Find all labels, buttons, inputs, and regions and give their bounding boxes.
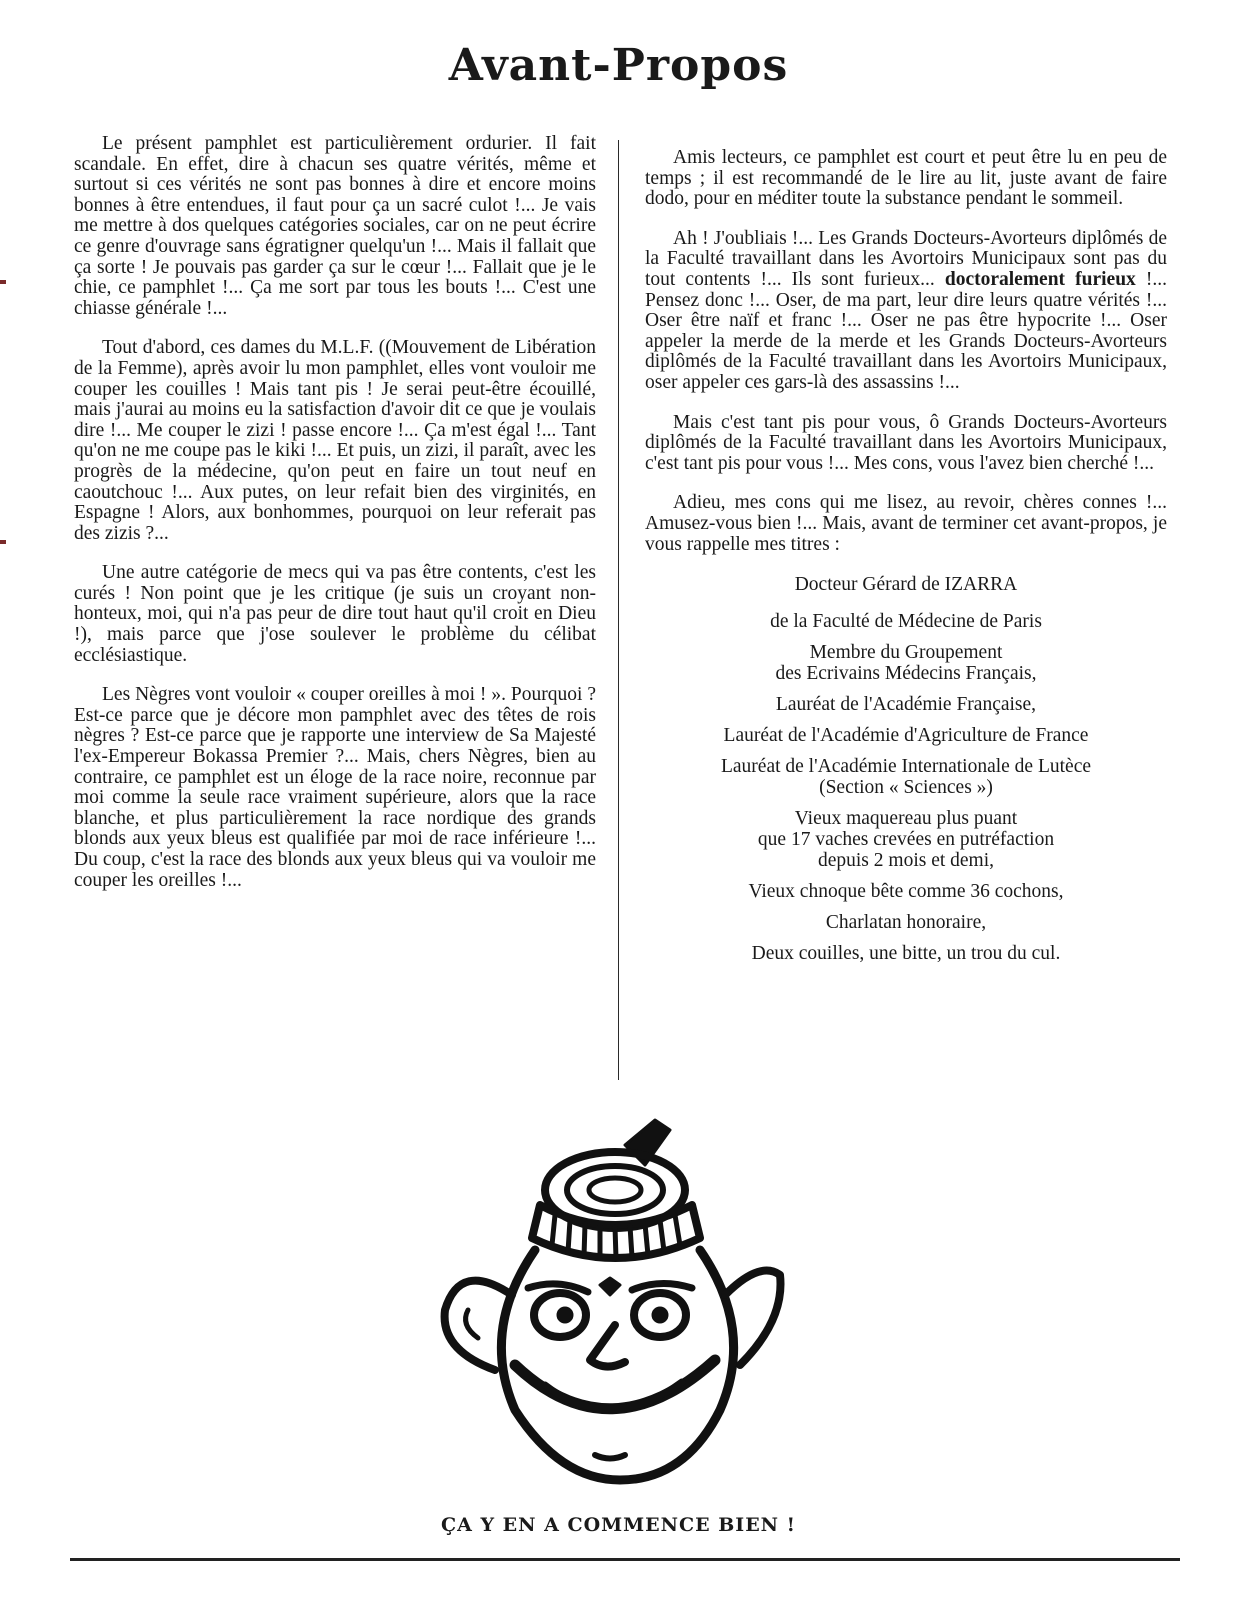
illustration-caption: ÇA Y EN A COMMENCE BIEN ! <box>440 1514 797 1536</box>
title-line: de la Faculté de Médecine de Paris <box>770 611 1042 633</box>
author-name: Docteur Gérard de IZARRA <box>794 574 1018 596</box>
paragraph: Le présent pamphlet est particulièrement ordurier. Il fait scandale. En effet, dire à chacun ses quatre vérités, même et surtout si ces vérités ne sont pas bonnes à dire et encore moins bonnes à être entendues, il faut pour ça un sacré culot !... Je vais me mettre à dos quelques catégories sociales, car on ne peut écrire ce genre d'ouvrage sans égratigner quelqu'un !... Mais il fallait que ça sorte ! Je pouvais pas garder ça sur le cœur !... Fallait que je le chie, ce pamphlet !... Ça me sort par tous les bouts !... C'est une chiasse générale !... <box>74 133 596 319</box>
margin-mark <box>0 280 6 284</box>
right-column <box>645 148 1167 974</box>
left-column <box>74 134 596 910</box>
cartoon-head-illustration <box>420 1110 800 1500</box>
paragraph-text: Ah ! J'oubliais !... Les Grands Docteurs-Avorteurs diplômés de la Faculté travaillant dans les Avortoirs Municipaux sont pas du tout contents !... Ils sont furieux... <box>645 227 1167 290</box>
title-line: Lauréat de l'Académie d'Agriculture de France <box>723 725 1089 747</box>
title-line: Vieux chnoque bête comme 36 cochons, <box>748 881 1064 903</box>
paragraph: Une autre catégorie de mecs qui va pas être contents, c'est les curés ! Non point que je les critique (je suis un croyant non-honteux, moi, qui n'a pas peur de dire tout haut qu'il croit en Dieu !), mais parce que j'ose soulever le problème du célibat ecclésiastique. <box>74 562 596 666</box>
title-line: Deux couilles, une bitte, un trou du cul. <box>751 943 1061 965</box>
page-title: Avant-Propos <box>448 40 789 91</box>
paragraph: Tout d'abord, ces dames du M.L.F. ((Mouvement de Libération de la Femme), après avoir lu mon pamphlet, elles vont vouloir me couper les couilles ! Mais tant pis ! Je serai peut-être écouillé, mais j'aurai au moins eu la satisfaction d'avoir dit ce que je voulais dire !... Me couper le zizi ! passe encore !... Ça m'est égal !... Tant qu'on ne me coupe pas le kiki !... Et puis, un zizi, il paraît, avec les progrès de la médecine, qu'on peut en faire un tout neuf en caoutchouc !... Aux putes, on leur refait bien des virginités, en Espagne ! Alors, aux bonhommes, pourquoi on leur referait pas des zizis ?... <box>74 337 596 544</box>
bottom-rule <box>70 1558 1180 1561</box>
paragraph: Amis lecteurs, ce pamphlet est court et peut être lu en peu de temps ; il est recommandé de le lire au lit, juste avant de faire dodo, pour en méditer toute la substance pendant le sommeil. <box>645 147 1167 210</box>
title-line: Lauréat de l'Académie Française, <box>775 694 1037 716</box>
paragraph <box>645 229 1167 394</box>
paragraph: Les Nègres vont vouloir « couper oreilles à moi ! ». Pourquoi ? Est-ce parce que je décore mon pamphlet avec des têtes de rois nègres ? Est-ce parce que je rapporte une interview de Sa Majesté l'ex-Empereur Bokassa Premier ?... Mais, chers Nègres, bien au contraire, ce pamphlet est un éloge de la race noire, reconnue par moi comme la seule race vraiment supérieure, alors que la race blanche, et plus particulièrement la race nordique des grands blonds aux yeux bleus est qualifiée par moi de race inférieure !... Du coup, c'est la race des blonds aux yeux bleus qui va vouloir me couper les oreilles !... <box>74 684 596 891</box>
margin-mark <box>0 540 6 544</box>
paragraph: Adieu, mes cons qui me lisez, au revoir, chères connes !... Amusez-vous bien !... Mais, avant de terminer cet avant-propos, je vous rappelle mes titres : <box>645 492 1167 555</box>
author-titles <box>645 574 1167 964</box>
title-line: Charlatan honoraire, <box>825 912 987 934</box>
column-divider <box>618 140 619 1080</box>
paragraph: Mais c'est tant pis pour vous, ô Grands Docteurs-Avorteurs diplômés de la Faculté travaillant dans les Avortoirs Municipaux, c'est tant pis pour vous !... Mes cons, vous l'avez bien cherché !... <box>645 411 1167 474</box>
title-line: Lauréat de l'Académie Internationale de Lutèce (Section « Sciences ») <box>720 756 1091 799</box>
title-line: Vieux maquereau plus puant que 17 vaches crevées en putréfaction depuis 2 mois et demi, <box>757 808 1055 872</box>
bold-phrase: doctoralement furieux <box>944 268 1136 290</box>
paragraph-text: !... Pensez donc !... Oser, de ma part, leur dire leurs quatre vérités !... Oser être naïf et franc !... Oser ne pas être hypocrite !... Oser appeler la merde de la merde et les Grands Docteurs-Avorteurs diplômés de la Faculté travaillant dans les Avortoirs Municipaux, oser appeler ces gars-là des assassins !... <box>645 268 1167 393</box>
title-line: Membre du Groupement des Ecrivains Médecins Français, <box>775 642 1037 685</box>
